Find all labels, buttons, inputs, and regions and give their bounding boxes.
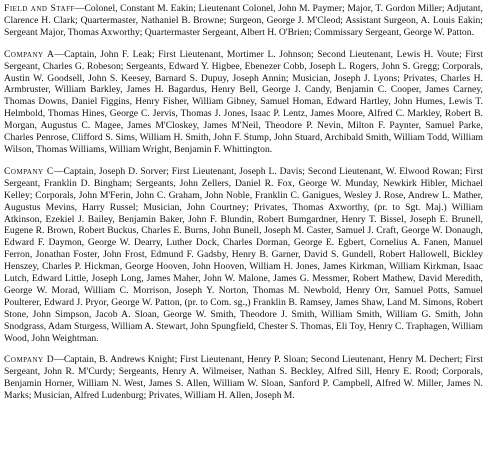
- section-text: —Captain, Joseph D. Sorver; First Lieutenant, Joseph L. Davis; Second Lieutenant, W. Elwood Rowan; First Sergeant, Franklin D. Bingham; Sergeants, John Zellers, Daniel R. Fox, George W. Munday, Newkirk Hibler, Michael Kelley; Corporals, John M'Ferin, John C. Graham, John Noble, Franklin C. Ganigues, Wesley J. Rose, Andrew L. Mather, Augustus Mevins, Harry Russel; Musician, John Courtney; Privates, Thomas Axworthy, (pr. to Sgt. Maj.) William Atkinson, Ezekiel J. Bailey, Benjamin Baker, John F. Blundin, Robert Bumgardner, Henry T. Bissel, Joseph E. Brunell, Eugene R. Brown, Robert Buckus, Charles E. Burns, John Bunell, Joseph M. Caster, Samuel J. Craft, George W. Donaugh, Edward F. Daymon, George W. Dearry, Luther Dock, Charles Dorman, George E. Egbert, Cornelius A. Fanen, Manuel Ferron, Jonathan Foster, John Frost, Edmund F. Gadsby, Henry B. Garner, David S. Gundell, Robert Hallowell, Bickley Henszey, Charles P. Hickman, George Hooven, John Hooven, William H. Jones, James Kirkman, William Kirkman, Isaac Lutch, Edward Little, Joseph Long, James Maher, John W. Malone, James G. Messmer, Robert Mathew, David Meredith, George W. Morad, William C. Morrison, Joseph Y. Norton, Thomas M. Newbold, Henry Orr, Samuel Potts, Samuel Poulterer, Edward J. Pryor, George W. Patton, (pr. to Com. sg.,) Franklin B. Ramsey, James Shaw, Land M. Simons, Robert Stone, John Simpson, Jacob A. Sloan, George W. Smith, Theodore J. Smith, William Smith, William G. Smith, John Snodgrass, Adam Sturgess, William A. Stewart, John Spungfield, Chester S. Thomas, Eli Toy, Henry C. Traphagen, William Wood, John Weightman.: [4, 165, 483, 344]
- section-heading: Field and Staff: [4, 3, 75, 14]
- paragraph-gap: [4, 156, 483, 166]
- paragraph-gap: [4, 344, 483, 354]
- section-heading: Company D: [4, 354, 55, 366]
- paragraph-gap: [4, 39, 483, 49]
- section-text: —Captain, John F. Leak; First Lieutenant, Mortimer L. Johnson; Second Lieutenant, Lewis H. Voute; First Sergeant, Charles G. Robeson; Sergeants, Edward Y. Higbee, Ebenezer Cobb, Joseph L. Rogers, John S. Gregg; Corporals, Austin W. Goodsell, John S. Keesey, Barnard S. Dupuy, Joseph Annin; Musician, Joseph J. Lyons; Privates, Charles H. Armbruster, William Barkley, James H. Bagardus, Henry Bell, George J. Candy, Benjamin C. Cooper, James Carney, Thomas Downs, Daniel Figgins, Henry Fisher, William Gibney, Samuel Homan, Edward Hartley, John Humes, Lewis T. Helmbold, Thomas Hines, George C. Jervis, Thomas J. Jones, Isaac P. Lentz, James Moore, Alfred C. Markley, Robert B. Morgan, Augustus C. Magee, James M'Closkey, James M'Neil, Theodore P. Nevin, Milton F. Paynter, Samuel Parke, Charles Penrose, Clifford S. Sims, William H. Smith, John F. Stump, John Stuard, Archibald Smith, William Todd, William Wilson, Thomas Williams, William Wright, Benjamin F. Whittington.: [4, 48, 483, 155]
- section-heading: Company C: [4, 165, 54, 177]
- section-text: —Captain, B. Andrews Knight; First Lieutenant, Henry P. Sloan; Second Lieutenant, Henry M. Dechert; First Sergeant, John R. M'Curdy; Sergeants, Henry A. Wilmeiser, Nathan S. Beckley, Alfred Sill, Henry E. Rood; Corporals, Benjamin Horner, William N. West, James S. Allen, William W. Sloan, Sanford P. Campbell, Alfred W. Miller, James N. Marks; Musician, Alfred Ludenburg; Privates, William H. Allen, Joseph M.: [4, 354, 483, 402]
- section-heading: Company A: [4, 48, 55, 60]
- company-a-paragraph: [4, 49, 483, 156]
- company-c-paragraph: [4, 166, 483, 345]
- field-and-staff-paragraph: [4, 3, 483, 39]
- section-text: —Colonel, Constant M. Eakin; Lieutenant Colonel, John M. Paymer; Major, T. Gordon Miller; Adjutant, Clarence H. Clark; Quartermaster, Nathaniel B. Browne; Surgeon, George J. M'Cleod; Assistant Surgeon, A. Louis Eakin; Sergeant Major, Thomas Axworthy; Quartermaster Sergeant, Albert H. O'Brien; Commissary Sergeant, George W. Patton.: [4, 3, 483, 38]
- company-d-paragraph: [4, 354, 483, 402]
